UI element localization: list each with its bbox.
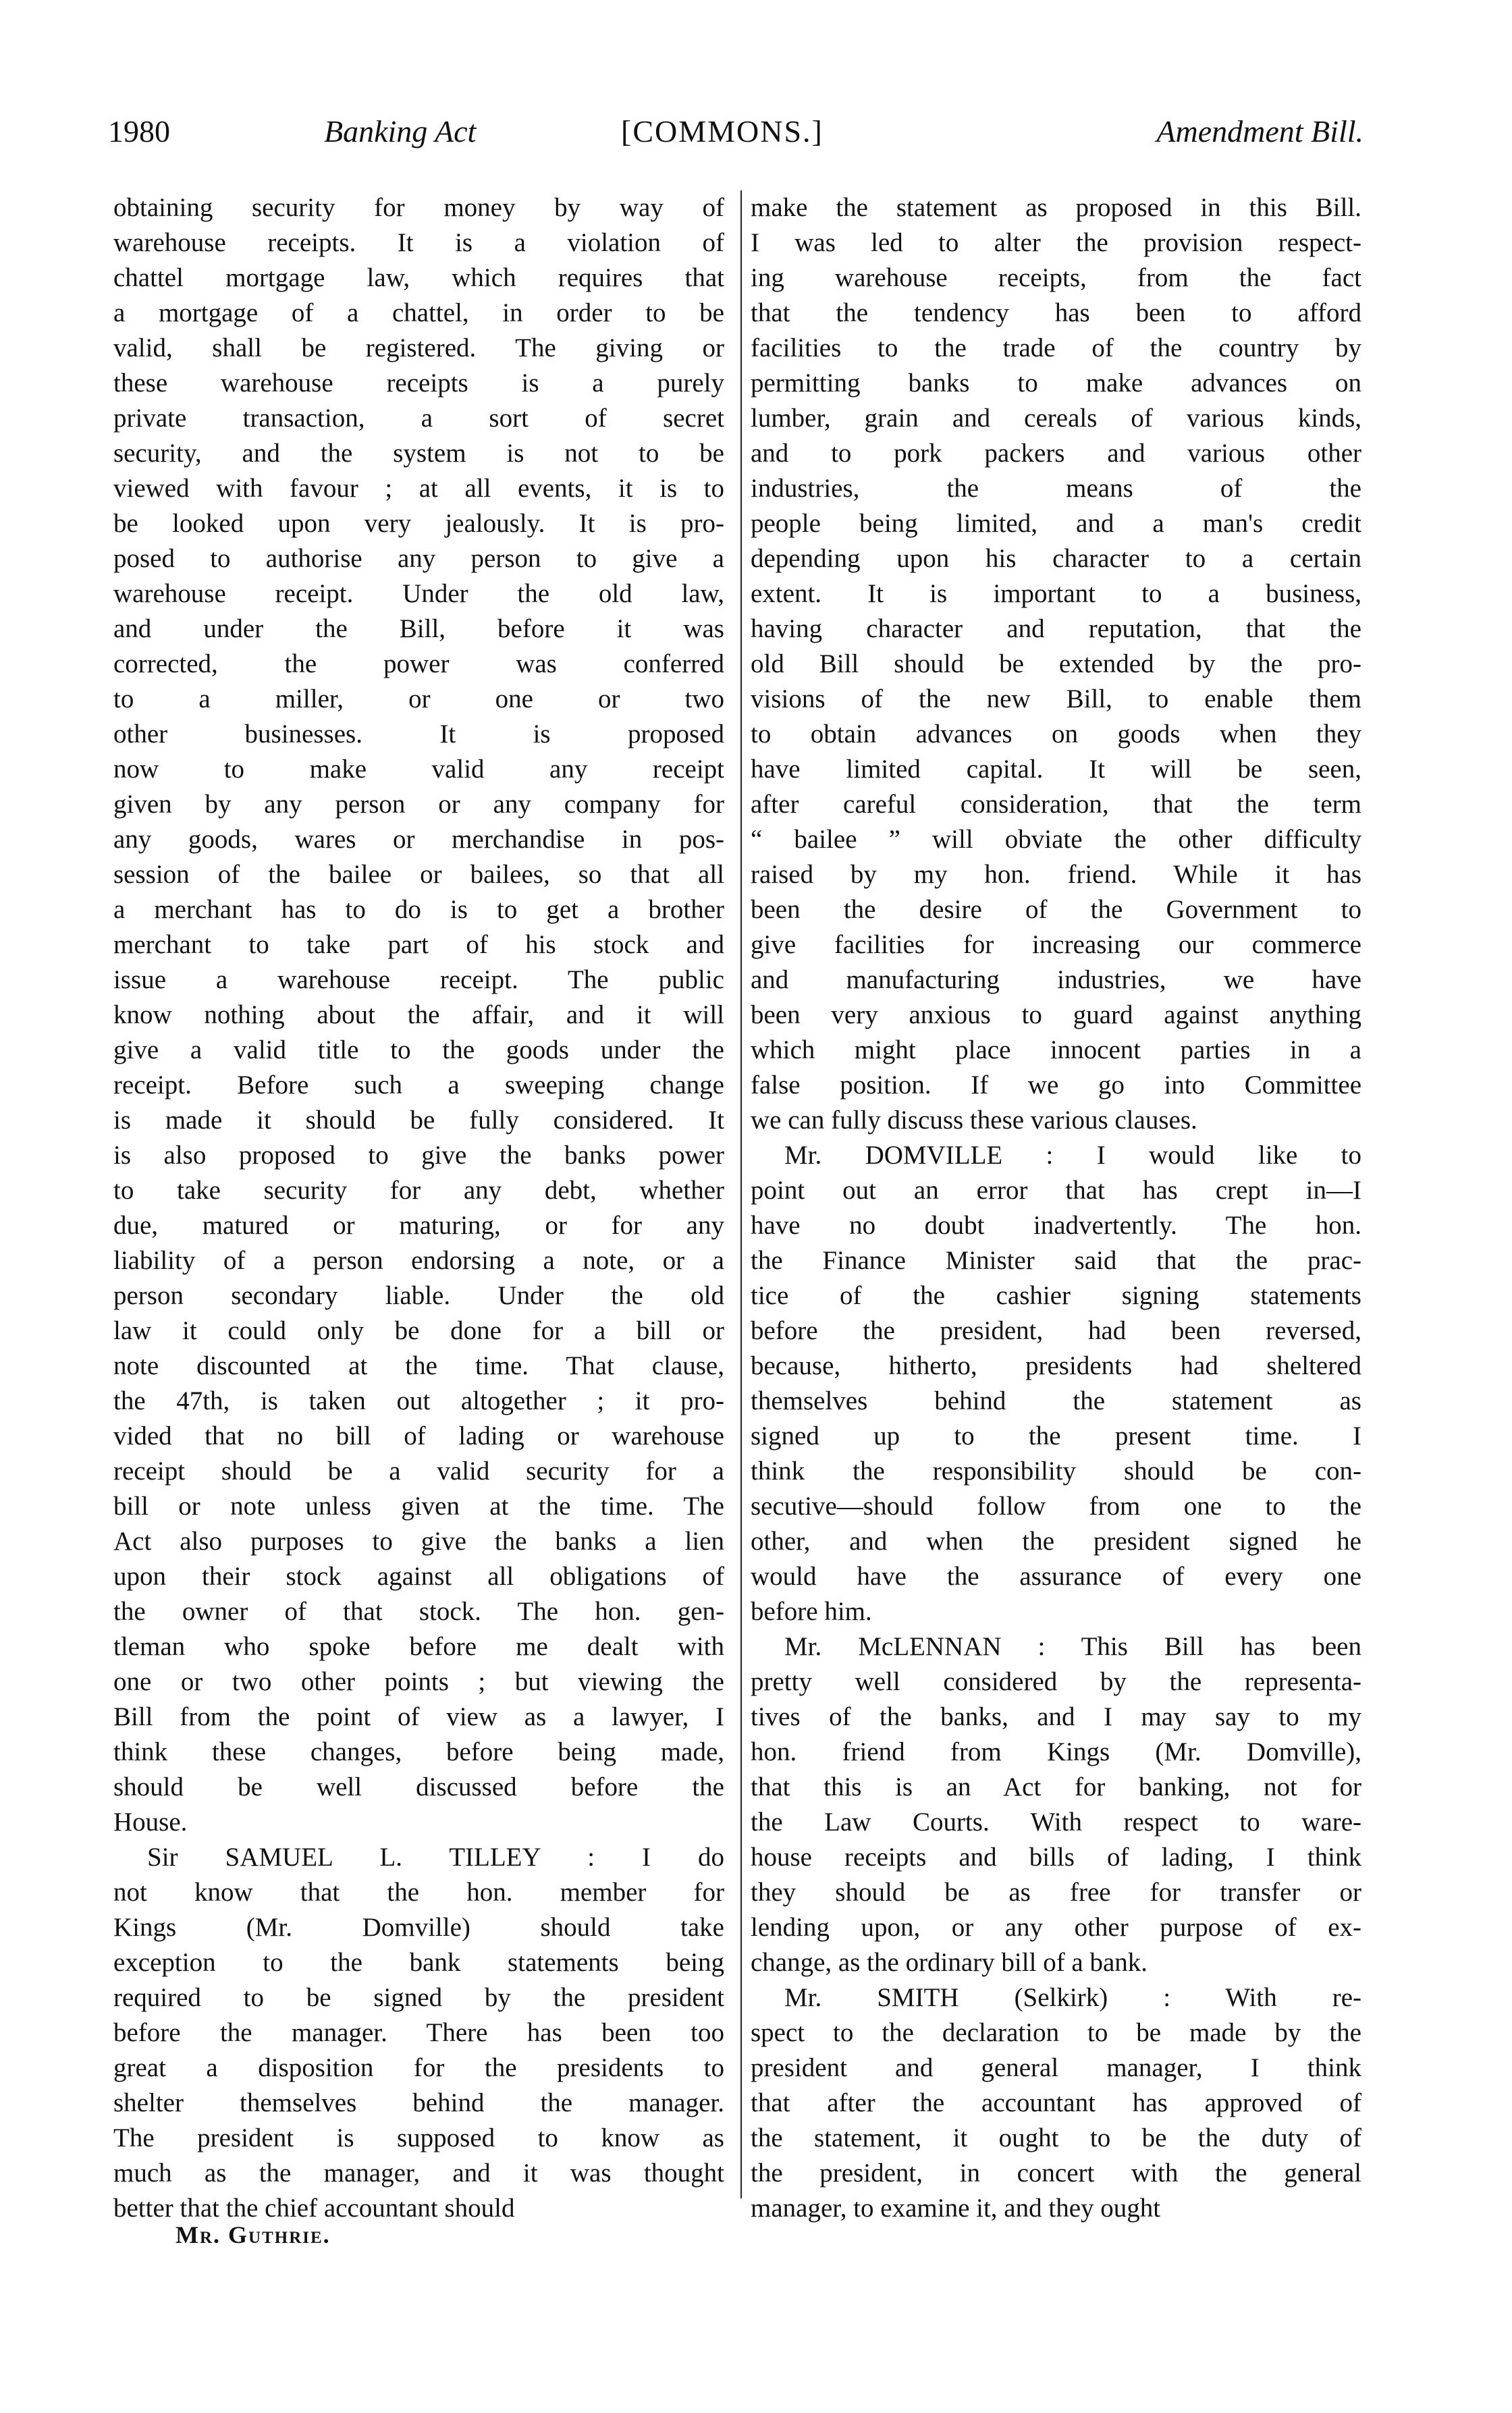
- text-line: one or two other points ; but viewing the: [113, 1667, 724, 1696]
- text-line: session of the bailee or bailees, so that all: [113, 860, 724, 889]
- text-line: Sir SAMUEL L. TILLEY : I do: [147, 1843, 724, 1872]
- text-line: have limited capital. It will be seen,: [751, 755, 1361, 784]
- text-line: “ bailee ” will obviate the other difficulty: [751, 825, 1361, 854]
- text-line: tice of the cashier signing statements: [751, 1281, 1361, 1310]
- text-line: security, and the system is not to be: [113, 439, 724, 468]
- text-line: old Bill should be extended by the pro-: [751, 649, 1361, 678]
- text-line: much as the manager, and it was thought: [113, 2159, 724, 2188]
- right-column: [751, 190, 1361, 2226]
- page-header: [108, 113, 1364, 167]
- text-line: is made it should be fully considered. It: [113, 1106, 724, 1135]
- text-line: shelter themselves behind the manager.: [113, 2088, 724, 2117]
- text-line: vided that no bill of lading or warehouse: [113, 1421, 724, 1450]
- text-line: a mortgage of a chattel, in order to be: [113, 298, 724, 327]
- text-line: the 47th, is taken out altogether ; it pro-: [113, 1386, 724, 1415]
- text-line: would have the assurance of every one: [751, 1562, 1361, 1591]
- text-line: Mr. SMITH (Selkirk) : With re-: [784, 1983, 1361, 2012]
- text-line: they should be as free for transfer or: [751, 1878, 1361, 1907]
- text-line: permitting banks to make advances on: [751, 369, 1361, 398]
- text-line: be looked upon very jealously. It is pro-: [113, 509, 724, 538]
- text-line: extent. It is important to a business,: [751, 579, 1361, 608]
- text-line: viewed with favour ; at all events, it is to: [113, 474, 724, 503]
- text-line: valid, shall be registered. The giving or: [113, 333, 724, 362]
- text-line: upon their stock against all obligations of: [113, 1562, 724, 1591]
- text-line: which might place innocent parties in a: [751, 1035, 1361, 1064]
- text-line: Act also purposes to give the banks a lien: [113, 1527, 724, 1556]
- text-line: change, as the ordinary bill of a bank.: [751, 1948, 1148, 1977]
- text-line: these warehouse receipts is a purely: [113, 369, 724, 398]
- text-line: themselves behind the statement as: [751, 1386, 1361, 1415]
- running-title-right: Amendment Bill.: [1156, 114, 1364, 148]
- text-line: note discounted at the time. That clause,: [113, 1351, 724, 1380]
- text-line: not know that the hon. member for: [113, 1878, 724, 1907]
- footer-speaker: Mr. Guthrie.: [176, 2221, 331, 2248]
- text-line: should be well discussed before the: [113, 1772, 724, 1801]
- running-title-left: Banking Act: [324, 114, 477, 148]
- text-line: Mr. McLENNAN : This Bill has been: [784, 1632, 1361, 1661]
- text-line: facilities to the trade of the country by: [751, 333, 1361, 362]
- text-line: person secondary liable. Under the old: [113, 1281, 724, 1310]
- text-line: to obtain advances on goods when they: [751, 720, 1361, 749]
- text-line: warehouse receipts. It is a violation of: [113, 228, 724, 257]
- text-line: chattel mortgage law, which requires that: [113, 263, 724, 292]
- text-line: think these changes, before being made,: [113, 1737, 724, 1766]
- text-line: president and general manager, I think: [751, 2053, 1361, 2082]
- text-line: false position. If we go into Committee: [751, 1070, 1361, 1100]
- text-line: signed up to the present time. I: [751, 1421, 1361, 1450]
- text-line: tives of the banks, and I may say to my: [751, 1702, 1361, 1731]
- text-line: bill or note unless given at the time. The: [113, 1492, 724, 1521]
- text-line: House.: [113, 1808, 188, 1837]
- page-number: 1980: [108, 114, 170, 148]
- text-line: to a miller, or one or two: [113, 684, 724, 713]
- text-line: raised by my hon. friend. While it has: [751, 860, 1361, 889]
- text-line: the owner of that stock. The hon. gen-: [113, 1597, 724, 1626]
- text-line: before him.: [751, 1597, 872, 1626]
- text-line: better that the chief accountant should: [113, 2194, 515, 2223]
- text-line: now to make valid any receipt: [113, 755, 724, 784]
- text-line: think the responsibility should be con-: [751, 1457, 1361, 1486]
- text-line: after careful consideration, that the term: [751, 790, 1361, 819]
- text-line: hon. friend from Kings (Mr. Domville),: [751, 1737, 1361, 1766]
- text-line: the statement, it ought to be the duty of: [751, 2123, 1361, 2152]
- text-line: given by any person or any company for: [113, 790, 724, 819]
- text-line: people being limited, and a man's credit: [751, 509, 1361, 538]
- text-line: that the tendency has been to afford: [751, 298, 1361, 327]
- text-line: that after the accountant has approved of: [751, 2088, 1361, 2117]
- text-line: I was led to alter the provision respect-: [751, 228, 1361, 257]
- text-line: a merchant has to do is to get a brother: [113, 895, 724, 924]
- text-line: and under the Bill, before it was: [113, 614, 724, 643]
- text-line: make the statement as proposed in this Bill.: [751, 193, 1361, 222]
- text-line: been very anxious to guard against anything: [751, 1000, 1361, 1029]
- text-line: receipt. Before such a sweeping change: [113, 1070, 724, 1100]
- text-line: secutive—should follow from one to the: [751, 1492, 1361, 1521]
- text-line: spect to the declaration to be made by the: [751, 2018, 1361, 2047]
- text-line: Kings (Mr. Domville) should take: [113, 1913, 724, 1942]
- text-line: corrected, the power was conferred: [113, 649, 724, 678]
- text-line: point out an error that has crept in—I: [751, 1176, 1361, 1205]
- text-line: exception to the bank statements being: [113, 1948, 724, 1977]
- text-line: that this is an Act for banking, not for: [751, 1772, 1361, 1801]
- text-line: been the desire of the Government to: [751, 895, 1361, 924]
- text-line: before the manager. There has been too: [113, 2018, 724, 2047]
- text-line: The president is supposed to know as: [113, 2123, 724, 2152]
- text-line: lumber, grain and cereals of various kinds,: [751, 404, 1361, 433]
- text-line: to take security for any debt, whether: [113, 1176, 724, 1205]
- text-line: give facilities for increasing our commerce: [751, 930, 1361, 959]
- text-line: know nothing about the affair, and it will: [113, 1000, 724, 1029]
- text-line: merchant to take part of his stock and: [113, 930, 724, 959]
- column-divider: [740, 190, 742, 2198]
- text-line: posed to authorise any person to give a: [113, 544, 724, 573]
- text-line: because, hitherto, presidents had sheltered: [751, 1351, 1361, 1380]
- text-line: great a disposition for the presidents to: [113, 2053, 724, 2082]
- text-line: tleman who spoke before me dealt with: [113, 1632, 724, 1661]
- text-line: and manufacturing industries, we have: [751, 965, 1361, 994]
- text-line: depending upon his character to a certain: [751, 544, 1361, 573]
- text-line: pretty well considered by the representa-: [751, 1667, 1361, 1696]
- text-line: is also proposed to give the banks power: [113, 1141, 724, 1170]
- text-line: issue a warehouse receipt. The public: [113, 965, 724, 994]
- text-line: visions of the new Bill, to enable them: [751, 684, 1361, 713]
- text-line: the Finance Minister said that the prac-: [751, 1246, 1361, 1275]
- text-line: Bill from the point of view as a lawyer, I: [113, 1702, 724, 1731]
- text-line: give a valid title to the goods under the: [113, 1035, 724, 1064]
- text-line: other businesses. It is proposed: [113, 720, 724, 749]
- text-line: have no doubt inadvertently. The hon.: [751, 1211, 1361, 1240]
- text-line: lending upon, or any other purpose of ex-: [751, 1913, 1361, 1942]
- text-line: receipt should be a valid security for a: [113, 1457, 724, 1486]
- text-line: we can fully discuss these various clauses.: [751, 1106, 1197, 1135]
- left-column: [113, 190, 724, 2226]
- text-line: obtaining security for money by way of: [113, 193, 724, 222]
- text-line: any goods, wares or merchandise in pos-: [113, 825, 724, 854]
- text-line: before the president, had been reversed,: [751, 1316, 1361, 1345]
- text-line: other, and when the president signed he: [751, 1527, 1361, 1556]
- running-title-center: [COMMONS.]: [621, 114, 824, 148]
- text-line: the president, in concert with the general: [751, 2159, 1361, 2188]
- text-line: required to be signed by the president: [113, 1983, 724, 2012]
- text-line: Mr. DOMVILLE : I would like to: [784, 1141, 1361, 1170]
- text-line: private transaction, a sort of secret: [113, 404, 724, 433]
- text-line: warehouse receipt. Under the old law,: [113, 579, 724, 608]
- text-line: liability of a person endorsing a note, or a: [113, 1246, 724, 1275]
- text-line: manager, to examine it, and they ought: [751, 2194, 1161, 2223]
- text-line: industries, the means of the: [751, 474, 1361, 503]
- text-line: due, matured or maturing, or for any: [113, 1211, 724, 1240]
- text-line: and to pork packers and various other: [751, 439, 1361, 468]
- text-line: the Law Courts. With respect to ware-: [751, 1808, 1361, 1837]
- text-line: law it could only be done for a bill or: [113, 1316, 724, 1345]
- text-line: having character and reputation, that the: [751, 614, 1361, 643]
- text-line: house receipts and bills of lading, I think: [751, 1843, 1361, 1872]
- text-line: ing warehouse receipts, from the fact: [751, 263, 1361, 292]
